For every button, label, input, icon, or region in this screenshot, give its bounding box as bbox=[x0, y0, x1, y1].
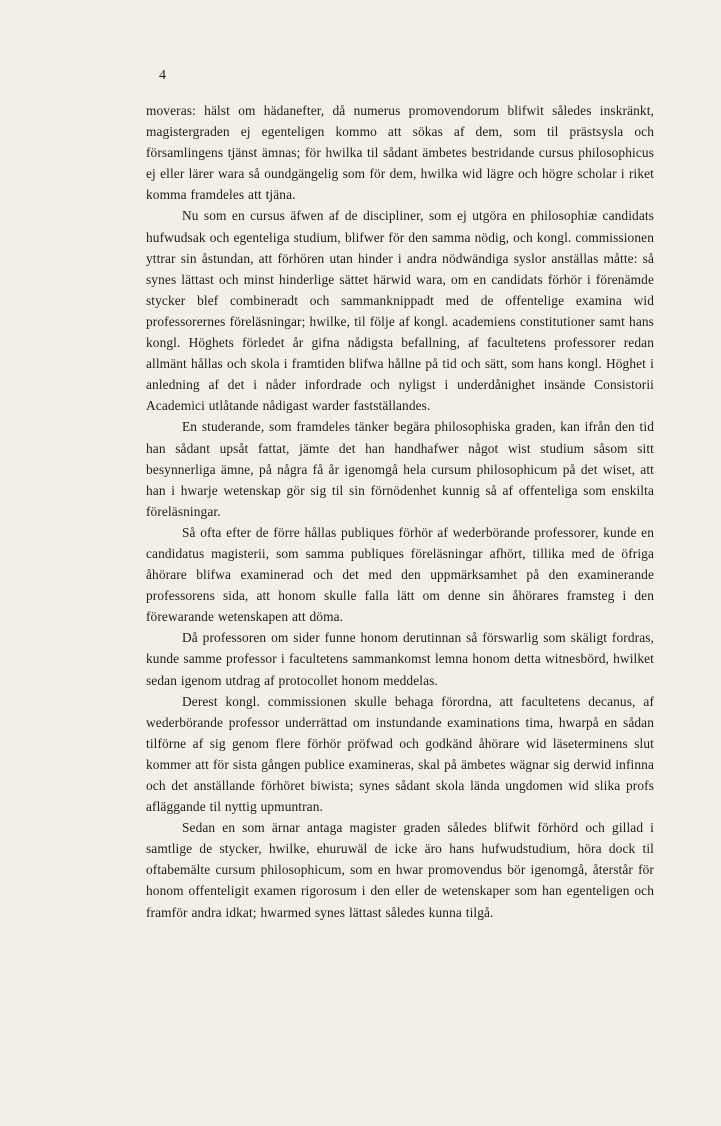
paragraph-7: Sedan en som ärnar antaga magister graden således blifwit förhörd och gillad i samtlige de stycker, hwilke, ehuruwäl de icke äro hans hufwudstudium, höra dock til oftabemälte cursum philosophicum, som en hwar promovendus bör igenomgå, återstår för honom offenteligit examen rigorosum i den eller de wetenskaper som han egenteligen och framför andra idkat; hwarmed synes lättast således kunna tilgå. bbox=[146, 820, 654, 920]
page-number: 4 bbox=[159, 68, 166, 83]
body-text bbox=[146, 100, 654, 923]
paragraph-6: Derest kongl. commissionen skulle behaga förordna, att facultetens decanus, af wederbörande professor underrättad om instundande examinations tima, hwarpå en sådan tilförne af sig genom flere förhör pröfwad och godkänd åhörare wid läseterminens slut kommer att för sista gången publice examineras, skal på ämbetes wägnar sig derwid infinna och det anställande förhöret biwista; synes sådant skola lända ungdomen wid slika profs afläggande til nyttig upmuntran. bbox=[146, 693, 654, 815]
paragraph-2: Nu som en cursus äfwen af de discipliner, som ej utgöra en philosophiæ candidats hufwudsak och egenteliga studium, blifwer för den samma nödig, och kongl. commissionen yttrar sin åstundan, att förhören utan hinder i andra nödwändiga syslor anställas måtte: så synes lättast och minst hinderlige sättet härwid wara, om en candidats förhör i förenämde stycker blef combineradt och sammanknippadt med de offentelige examina wid professorernes föreläsningar; hwilke, til följe af kongl. academiens constitutioner samt hans kongl. Höghets förledet år gifna nådigsta befallning, af facultetens professorer redan allmänt hållas och skola i framtiden blifwa hållne på tid och sätt, som hans kongl. Höghet i anledning af det i nåder infordrade och nyligst i underdånighet insände Consistorii Academici utlåtande nådigast warder fastställandes. bbox=[146, 208, 654, 414]
paragraph-5: Då professoren om sider funne honom derutinnan så förswarlig som skäligt fordras, kunde samme professor i facultetens sammankomst lemna honom detta witnesbörd, hwilket sedan igenom utdrag af protocollet honom meddelas. bbox=[146, 630, 654, 688]
paragraph-3: En studerande, som framdeles tänker begära philosophiska graden, kan ifrån den tid han sådant upsåt fattat, jämte det han handhafwer något wist studium såsom sitt besynnerliga ämne, på några få år igenomgå hela cursum philosophicum på det wiset, att han i hwarje wetenskap gör sig til sin förnödenhet kunnig så af offenteliga som enskilta föreläsningar. bbox=[146, 419, 654, 519]
paragraph-1: moveras: hälst om hädanefter, då numerus promovendorum blifwit således inskränkt, magistergraden ej egenteligen kommo att sökas af dem, som til prästsysla och församlingens tjänst ämnas; för hwilka til sådant ämbetes bestridande cursus philosophicus ej eller lärer wara så oundgängelig som för dem, hwilka wid lägre och högre scholar i riket komma framdeles att tjäna. bbox=[146, 103, 654, 203]
paragraph-4: Så ofta efter de förre hållas publiques förhör af wederbörande professorer, kunde en candidatus magisterii, som samma publiques föreläsningar afhört, tillika med de öfriga åhörare blifwa examinerad och det med den uppmärksamhet på den examinerande professorens sida, att honom skulle falla lätt om denne sin åhörares framsteg i den förewarande wetenskapen att döma. bbox=[146, 524, 654, 625]
